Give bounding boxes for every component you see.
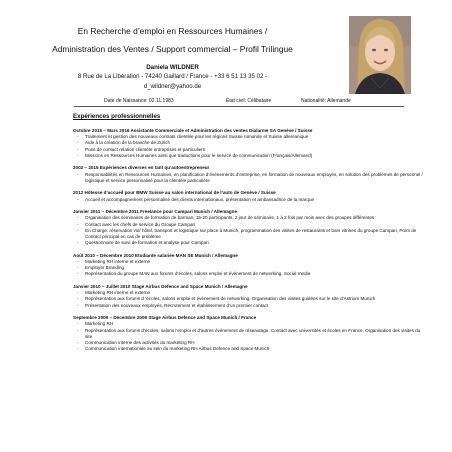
experience-entry bbox=[73, 253, 423, 278]
experience-item: - Marketing RH interne et externe bbox=[73, 290, 423, 296]
header-divider bbox=[74, 106, 404, 107]
experience-item: - Contact avec les chefs de service du Groupe Campari bbox=[73, 222, 423, 228]
experience-item: - Représentation aux forums d ‘écoles, salons emploi et événement de networking, Organisation des visites guidées sur le site d’Astrium Munich bbox=[73, 296, 423, 302]
experience-heading: 2012 Hôtesse d’accueil pour BMW Suisse au salon international de l’auto de Genève / Suisse bbox=[73, 190, 276, 196]
section-title: Expériences professionnelles bbox=[73, 113, 161, 120]
experience-entry bbox=[73, 128, 423, 159]
experience-item: - Communication internationale au sein du marketing RH Airbus Defence and Space Munich bbox=[73, 346, 423, 352]
experience-item: - Accueil et accompagnement personnalisé des clients internationaux, présentation et ambassadrice de la marque bbox=[73, 197, 423, 203]
experience-item: - En Charge: réservation vol/ hôtel, transport et logistique sur place à Munich, programmation des visites de restaurants et bars vitrines du groupe Campari, Point de Contact principal en cas de problème bbox=[73, 228, 423, 240]
experience-item: - Marketing RH interne et externe bbox=[73, 259, 423, 265]
candidate-address: 8 Rue de La Libération - 74240 Gaillard / France - +33 6 51 13 35 02 - bbox=[77, 73, 268, 80]
experience-item: - Missions en Ressources Humaines ainsi que traductions pour le service de communication (Français/Allemand) bbox=[73, 153, 423, 159]
experience-item: - Présentation des nouveaux employés, Recrutement et établissement d’un premier contact bbox=[73, 303, 423, 309]
experience-item: - Organisation des séminaires de formation de barman, 15-20 participants, 2 jour de séminaire, 1 à 2 fois par mois avec des groupes différentes bbox=[73, 215, 423, 221]
experience-entry bbox=[73, 209, 423, 246]
experience-entry bbox=[73, 315, 423, 352]
experience-heading: 2002 – 2015 Expériences diverses en tant qu’autoentrepreneur bbox=[73, 165, 210, 171]
experience-heading: Octobre 2015 – Mars 2016 Assistante Commerciale et Administration des ventes Dialarme SA Genève / Suisse bbox=[73, 128, 313, 133]
portrait-image bbox=[349, 16, 411, 94]
candidate-photo bbox=[349, 16, 411, 94]
candidate-name: Daniela WILDNER bbox=[146, 64, 199, 71]
experience-item: - Marketing RH bbox=[73, 321, 423, 327]
experience-item: - Point de contact relation clientèle entreprises et particuliers bbox=[73, 147, 423, 153]
experience-list bbox=[73, 128, 423, 359]
nationality: Nationalité: Allemande bbox=[301, 98, 351, 104]
experience-item: - Traitement et gestion des nouveaux contrats clientèle pour les régions Suisse romande et Suisse allemanique bbox=[73, 134, 423, 140]
cv-title-line-2: Administration des Ventes / Support commercial – Profil Trilingue bbox=[52, 44, 293, 54]
experience-item: - Communication interne des activités du marketing RH bbox=[73, 340, 423, 346]
birth-date: Date de Naissance: 02.11.1983 bbox=[104, 98, 174, 104]
experience-item: - Aide à la création de la branche de Zürich bbox=[73, 140, 423, 146]
civil-status: État civil: Célibataire bbox=[226, 98, 272, 104]
experience-heading: Septembre 2009 – Décembre 2009 Stage Airbus Defence and Space Munich / France bbox=[73, 315, 257, 321]
experience-item: - Représentation aux forums d’écoles, salons l’emploi et d’autres événement de réseautage, Contact avec universités et écoles en France, Organisation des visites du site bbox=[73, 328, 423, 340]
experience-item: - Questionnaire de suivi de formation et analyse pour Campari bbox=[73, 240, 423, 246]
cv-title-line-1: En Recherche d’emploi en Ressources Humaines / bbox=[77, 26, 268, 36]
experience-heading: Janvier 2011 – Décembre 2011 Freelance pour Campari Munich / Allemagne bbox=[73, 209, 238, 215]
candidate-email: d_wildner@yahoo.de bbox=[143, 83, 202, 90]
experience-item: - Responsabilités en Ressources Humaines, en planification d’événements d’entreprise, en formation de nouveaux employés, en solution des problèmes de personnel / logistique et service personnalisé pour la clientèle particulière bbox=[73, 172, 423, 184]
experience-entry bbox=[73, 165, 423, 184]
experience-entry bbox=[73, 190, 423, 202]
experience-item: - Employer Branding bbox=[73, 265, 423, 271]
experience-item: - Représentation du groupe MAN aux forums d’écoles, salons emploi et événement de networking, Social media bbox=[73, 271, 423, 277]
experience-heading: Août 2010 – Décembre 2010 Etudiante salariée MAN SE Munich / Allemagne bbox=[73, 252, 238, 258]
experience-heading: Janvier 2010 – Juillet 2010 Stage Airbus Defence and Space Munich / Allemagne bbox=[73, 284, 248, 290]
experience-entry bbox=[73, 284, 423, 309]
